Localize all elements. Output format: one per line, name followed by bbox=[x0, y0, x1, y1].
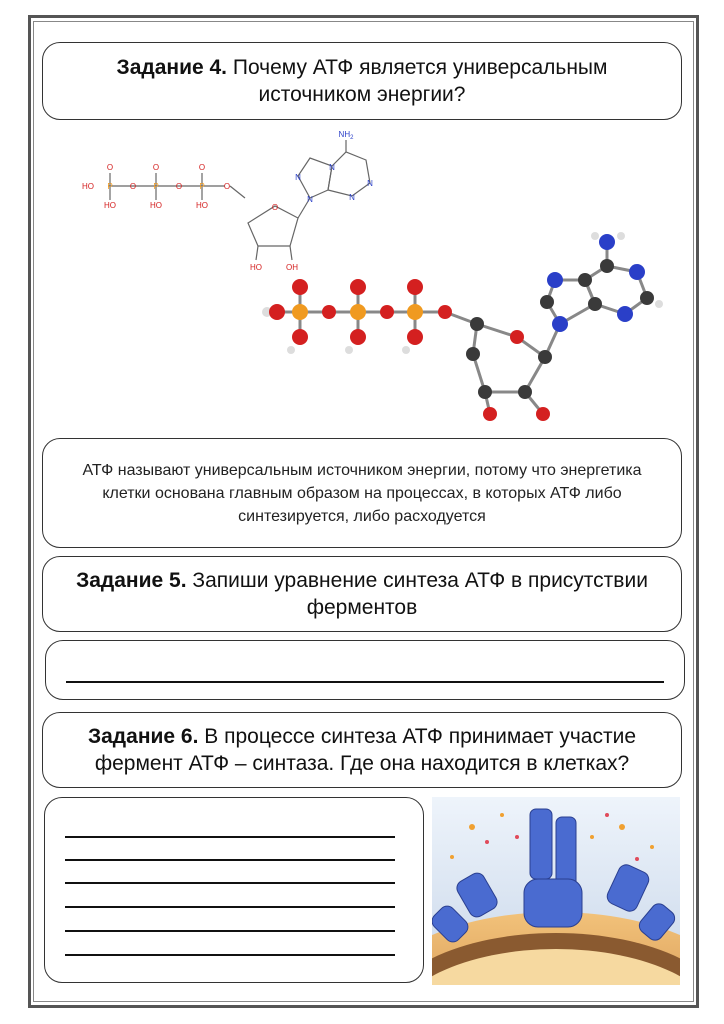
task4-content bbox=[59, 54, 665, 108]
svg-text:HO: HO bbox=[104, 201, 116, 210]
atp-ball-and-stick-model bbox=[255, 232, 675, 432]
svg-text:O: O bbox=[198, 163, 206, 172]
task6-answer-line bbox=[65, 882, 395, 884]
task6-answer-line bbox=[65, 836, 395, 838]
task5-label: Задание 5. bbox=[76, 569, 187, 592]
task4-label: Задание 4. bbox=[116, 56, 228, 79]
svg-text:HO: HO bbox=[82, 182, 94, 191]
task4-box bbox=[42, 42, 682, 120]
task6-answer-line bbox=[65, 859, 395, 861]
svg-text:P: P bbox=[153, 182, 159, 191]
task6-text: В процессе синтеза АТФ принимает участие фермент АТФ – синтаза. Где она находится в клетках? bbox=[94, 725, 637, 775]
answer4-text: АТФ называют универсальным источником энергии, потому что энергетика клетки основана главным образом на процессах, в которых АТФ либо синтезируется, либо расходуется bbox=[82, 461, 642, 525]
task6-box bbox=[42, 712, 682, 788]
task6-answer-field[interactable] bbox=[44, 797, 424, 983]
svg-text:HO: HO bbox=[196, 201, 208, 210]
svg-text:P: P bbox=[199, 182, 205, 191]
task6-answer-line bbox=[65, 906, 395, 908]
svg-text:N: N bbox=[349, 193, 355, 202]
svg-text:O: O bbox=[106, 163, 114, 172]
svg-text:O: O bbox=[152, 163, 160, 172]
task4-text: Почему АТФ является универсальным источником энергии? bbox=[232, 56, 608, 106]
task5-box bbox=[42, 556, 682, 632]
task5-answer-line bbox=[66, 681, 664, 683]
svg-text:O: O bbox=[175, 182, 183, 191]
svg-text:N: N bbox=[329, 163, 335, 172]
task5-text: Запиши уравнение синтеза АТФ в присутствии ферментов bbox=[192, 569, 648, 619]
svg-text:OH: OH bbox=[286, 263, 298, 272]
svg-text:HO: HO bbox=[250, 263, 262, 272]
task6-label: Задание 6. bbox=[87, 725, 199, 748]
atp-synthase-illustration bbox=[432, 797, 680, 985]
answer4-box bbox=[42, 438, 682, 548]
svg-text:N: N bbox=[307, 195, 313, 204]
task5-content bbox=[59, 567, 665, 621]
task6-answer-line bbox=[65, 954, 395, 956]
svg-text:O: O bbox=[271, 203, 279, 212]
svg-text:NH2: $NH_2$ bbox=[338, 130, 354, 141]
task6-answer-line bbox=[65, 930, 395, 932]
svg-text:P: P bbox=[107, 182, 113, 191]
task5-answer-field[interactable] bbox=[45, 640, 685, 700]
svg-text:N: N bbox=[295, 173, 301, 182]
svg-text:O: O bbox=[223, 182, 231, 191]
task6-content bbox=[59, 723, 665, 777]
svg-text:N: N bbox=[367, 179, 373, 188]
svg-text:HO: HO bbox=[150, 201, 162, 210]
svg-text:O: O bbox=[129, 182, 137, 191]
